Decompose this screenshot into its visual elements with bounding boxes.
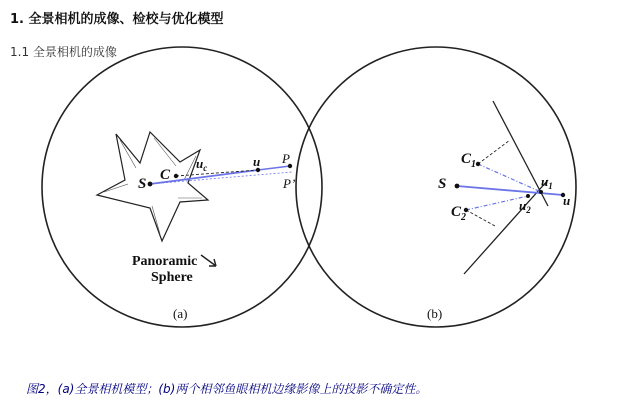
label-uc: $u_c$ xyxy=(196,156,208,173)
image-plane-2 xyxy=(464,180,548,274)
camera-cluster-shape xyxy=(97,132,208,241)
panel-a-label: (a) xyxy=(173,306,188,321)
panel-b-label: (b) xyxy=(427,306,443,321)
label-p: P xyxy=(282,151,290,166)
point-s xyxy=(148,182,153,187)
label-u-b: u xyxy=(563,193,571,208)
label-u: u xyxy=(253,154,261,169)
figure-caption: 图2，(a)全景相机模型；(b)两个相邻鱼眼相机边缘影像上的投影不确定性。 xyxy=(26,382,428,396)
panel-b xyxy=(296,47,576,327)
sphere-label-line2: Sphere xyxy=(151,270,193,285)
camera-cluster-inner xyxy=(104,138,202,234)
label-u2: $u_2$ xyxy=(519,198,531,215)
point-c xyxy=(174,174,178,178)
panoramic-sphere-b xyxy=(296,47,576,327)
panel-a xyxy=(42,47,322,327)
ray-u-to-p xyxy=(258,166,290,170)
subsection-heading: 1.1 全景相机的成像 xyxy=(10,45,117,59)
ray-s-to-pprime xyxy=(150,172,292,184)
ray-c2-dashed xyxy=(466,210,495,226)
point-u1 xyxy=(539,190,543,194)
panoramic-sphere-a xyxy=(42,47,322,327)
label-c2: $C_2$ xyxy=(451,204,467,223)
label-s-b: S xyxy=(438,176,447,192)
label-c: C xyxy=(160,167,171,183)
label-c1: $C_1$ xyxy=(461,151,477,170)
label-u1: $u_1$ xyxy=(541,174,553,191)
sphere-arrow-icon xyxy=(201,255,216,266)
sphere-label-line1: Panoramic xyxy=(132,254,198,269)
label-s: S xyxy=(138,176,147,192)
point-c1 xyxy=(476,162,480,166)
ray-c1-dashed xyxy=(478,140,510,164)
point-u2 xyxy=(526,194,530,198)
label-pprime: P’ xyxy=(283,176,296,191)
point-s-b xyxy=(455,184,460,189)
section-heading: 1. 全景相机的成像、检校与优化模型 xyxy=(10,12,224,27)
